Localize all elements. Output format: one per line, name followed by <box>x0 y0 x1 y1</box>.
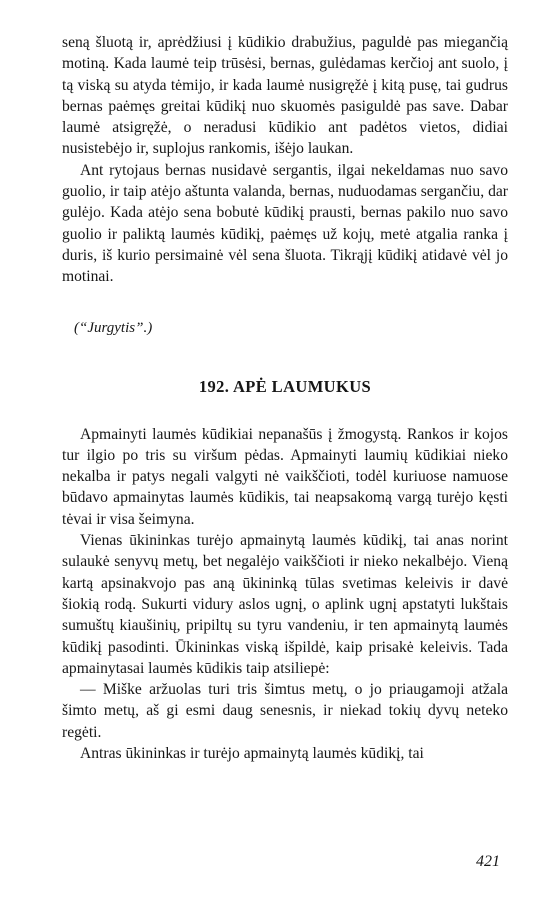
paragraph: Apmainyti laumės kūdikiai nepanašūs į žmogystą. Rankos ir kojos tur ilgio po tris su viršum pėdas. Apmainyti laumių kūdikiai nieko nekalba ir patys negali valgyti nė vaikščioti, todėl kuriuose namuose būdavo apmainytas laumės kūdikis, tai neapsakomą vargą turėjo kęsti tėvai ir visa šeimyna. <box>62 425 508 528</box>
paragraph: Antras ūkininkas ir turėjo apmainytą laumės kūdikį, tai <box>80 745 424 763</box>
paragraph: Ant rytojaus bernas nusidavė sergantis, ilgai nekeldamas nuo savo guolio, ir taip atėjo aštunta valanda, bernas, nuduodamas sergančiu, dar gulėjo. Kada atėjo sena bobutė kūdikį prausti, bernas pakilo nuo savo guolio ir paliktą laumės kūdikį, paėmęs už kojų, metė atgalia ranka į duris, iš kurio persimainė vėl sena šluota. Tikrąjį kūdikį atidavė vėl jo motinai. <box>62 161 508 286</box>
paragraph-continued: seną šluotą ir, aprėdžiusi į kūdikio drabužius, paguldė pas miegančią motiną. Kada laumė teip trūsėsi, bernas, gulėdamas kerčioj ant suolo, į tą viską su atyda tėmijo, ir kada laumė nusigręžė į kitą pusę, tai gudrus bernas paėmęs greitai kūdikį nuo skuomės pasiguldė pas save. Dabar laumė atsigręžė, o neradusi kūdikio ant padėtos vietos, didiai nusistebėjo ir, suplojus rankomis, išėjo laukan. <box>62 34 508 158</box>
dialogue-paragraph: — Miške aržuolas turi tris šimtus metų, o jo priaugamoji atžala šimto metų, aš gi esmi daug senesnis, ir niekad tokių dyvų neteko regėti. <box>62 681 508 741</box>
source-citation: (“Jurgytis”.) <box>74 319 153 336</box>
book-page <box>62 32 508 764</box>
paragraph: Vienas ūkininkas turėjo apmainytą laumės kūdikį, tai anas norint sulaukė senyvų metų, bet negalėjo vaikščioti ir nieko nekalbėjo. Vieną kartą apsinakvojo pas aną ūkininką tūlas svetimas keleivis ir davė šiokią rodą. Sukurti vidury aslos ugnį, o aplink ugnį apstatyti lukštais sumuštų kiaušinių, pripiltų su tyru vandeniu, ir ten apmainytą laumės kūdikį pasodinti. Ūkininkas viską išpildė, kaip prisakė keleivis. Tada apmainytasai laumės kūdikis taip atsiliepė: <box>62 532 508 677</box>
page-number: 421 <box>476 853 500 870</box>
section-heading: 192. APĖ LAUMUKUS <box>198 376 372 396</box>
